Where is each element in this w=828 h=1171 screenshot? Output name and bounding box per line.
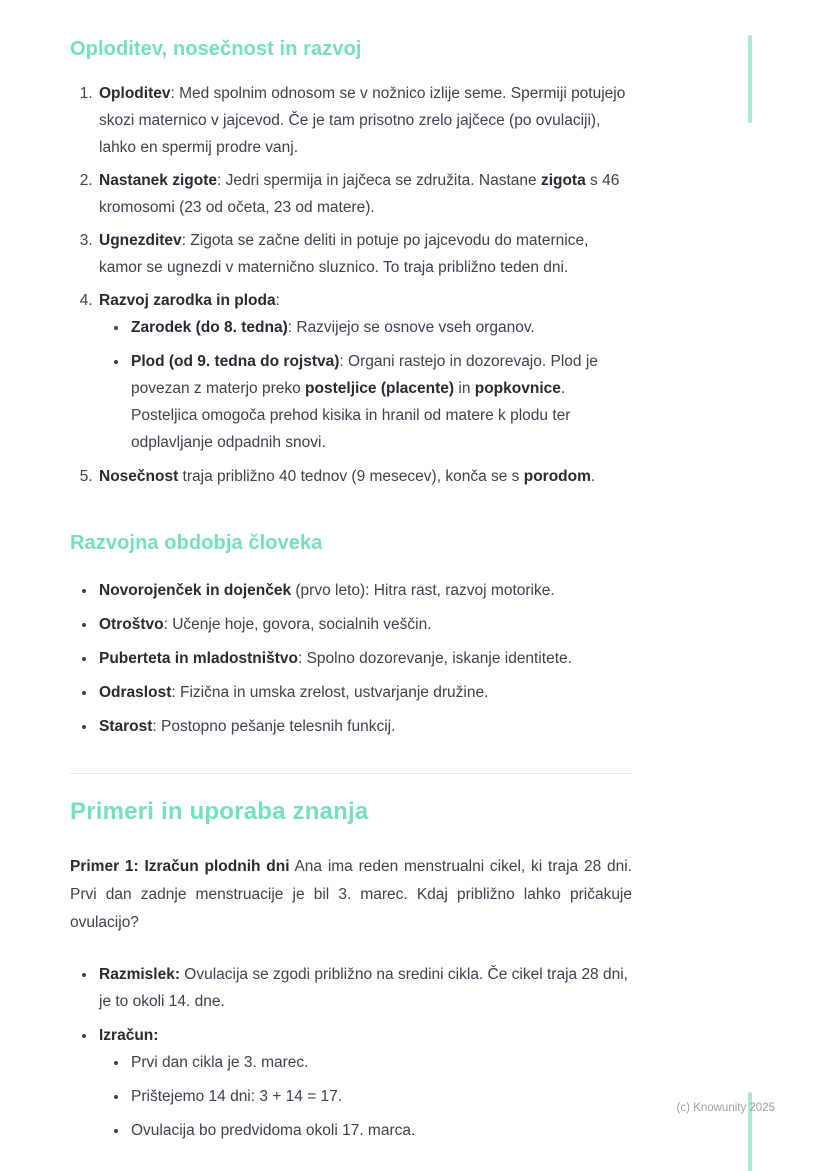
list-item [97, 463, 632, 490]
text: Ana ima reden menstrualni cikel, ki traja 28 dni. Prvi dan zadnje menstruacije je bil 3. marec. Kdaj približno lahko pričakuje ovulacijo? [70, 858, 632, 931]
example-intro-paragraph [70, 853, 632, 937]
text: : Fizična in umska zrelost, ustvarjanje družine. [171, 684, 489, 701]
list-item [97, 167, 632, 221]
section-title-examples: Primeri in uporaba znanja [70, 798, 369, 825]
text: : Med spolnim odnosom se v nožnico izlije seme. Spermiji potujejo skozi maternico v jajcevod. Če je tam prisotno zrelo jajčece (po ovulaciji), lahko en spermij prodre vanj. [99, 85, 626, 156]
text: . Posteljica omogoča prehod kisika in hranil od matere k plodu ter odplavljanje odpadnih snovi. [131, 380, 571, 451]
text: : Organi rastejo in dozorevajo. Plod je povezan z materjo preko [131, 353, 598, 397]
list-item [97, 961, 632, 1015]
list-item [97, 1022, 632, 1144]
sub-list-item [129, 348, 632, 456]
bold-text: Novorojenček in dojenček [99, 582, 292, 599]
text: Prvi dan cikla je 3. marec. [131, 1054, 309, 1071]
bold-text: Starost [99, 718, 153, 735]
bold-text: Zarodek (do 8. tedna) [131, 319, 288, 336]
bold-text: popkovnice [474, 380, 561, 397]
sub-list [99, 314, 632, 456]
text: Ovulacija bo predvidoma okoli 17. marca. [131, 1122, 416, 1139]
text: traja približno 40 tednov (9 mesecev), konča se s [178, 468, 524, 485]
sub-list-item [129, 1083, 632, 1110]
text: : Razvijejo se osnove vseh organov. [287, 319, 535, 336]
text: : Jedri spermija in jajčeca se združita. Nastane [217, 172, 541, 189]
text: : Postopno pešanje telesnih funkcij. [152, 718, 396, 735]
sub-list-item [129, 1049, 632, 1076]
list-item [97, 713, 632, 740]
text: (prvo leto): Hitra rast, razvoj motorike. [291, 582, 555, 599]
section-title-fertilization: Oploditev, nosečnost in razvoj [70, 38, 362, 60]
list-item [97, 645, 632, 672]
bold-text: Puberteta in mladostništvo [99, 650, 298, 667]
section-title-development: Razvojna obdobja človeka [70, 532, 323, 554]
development-bullet-list [70, 577, 632, 740]
section-divider [70, 773, 632, 774]
bold-text: Oploditev [99, 85, 171, 102]
bold-text: Primer 1: Izračun plodnih dni [70, 858, 290, 875]
page-edge-accent-top [748, 35, 752, 123]
list-item [97, 227, 632, 281]
text: in [454, 380, 475, 397]
text: : Zigota se začne deliti in potuje po jajcevodu do maternice, kamor se ugnezdi v maternično sluznico. To traja približno teden dni. [99, 232, 589, 276]
examples-bullet-list [70, 961, 632, 1144]
text: s 46 kromosomi (23 od očeta, 23 od matere). [99, 172, 620, 216]
text: : [275, 292, 280, 309]
bold-text: Nosečnost [99, 468, 179, 485]
text: Ovulacija se zgodi približno na sredini cikla. Če cikel traja 28 dni, je to okoli 14. dne. [99, 966, 628, 1010]
sub-list-item [129, 314, 632, 341]
bold-text: Ugnezditev [99, 232, 182, 249]
bold-text: porodom [523, 468, 591, 485]
bold-text: Nastanek zigote [99, 172, 218, 189]
text: Prištejemo 14 dni: 3 + 14 = 17. [131, 1088, 343, 1105]
bold-text: Odraslost [99, 684, 172, 701]
bold-text: Plod (od 9. tedna do rojstva) [131, 353, 340, 370]
document-content [70, 38, 632, 1151]
list-item [97, 287, 632, 456]
text: : Spolno dozorevanje, iskanje identitete. [297, 650, 572, 667]
bold-text: Razvoj zarodka in ploda [99, 292, 276, 309]
copyright-footer: (c) Knowunity 2025 [676, 1102, 775, 1114]
sub-list-item [129, 1117, 632, 1144]
sub-list [99, 1049, 632, 1144]
bold-text: zigota [540, 172, 586, 189]
bold-text: Otroštvo [99, 616, 164, 633]
fertilization-numbered-list [70, 80, 632, 490]
text: . [590, 468, 596, 485]
list-item [97, 577, 632, 604]
text: : Učenje hoje, govora, socialnih veščin. [163, 616, 432, 633]
list-item [97, 679, 632, 706]
bold-text: Izračun: [99, 1027, 159, 1044]
bold-text: Razmislek: [99, 966, 180, 983]
bold-text: posteljice (placente) [305, 380, 455, 397]
list-item [97, 80, 632, 161]
list-item [97, 611, 632, 638]
